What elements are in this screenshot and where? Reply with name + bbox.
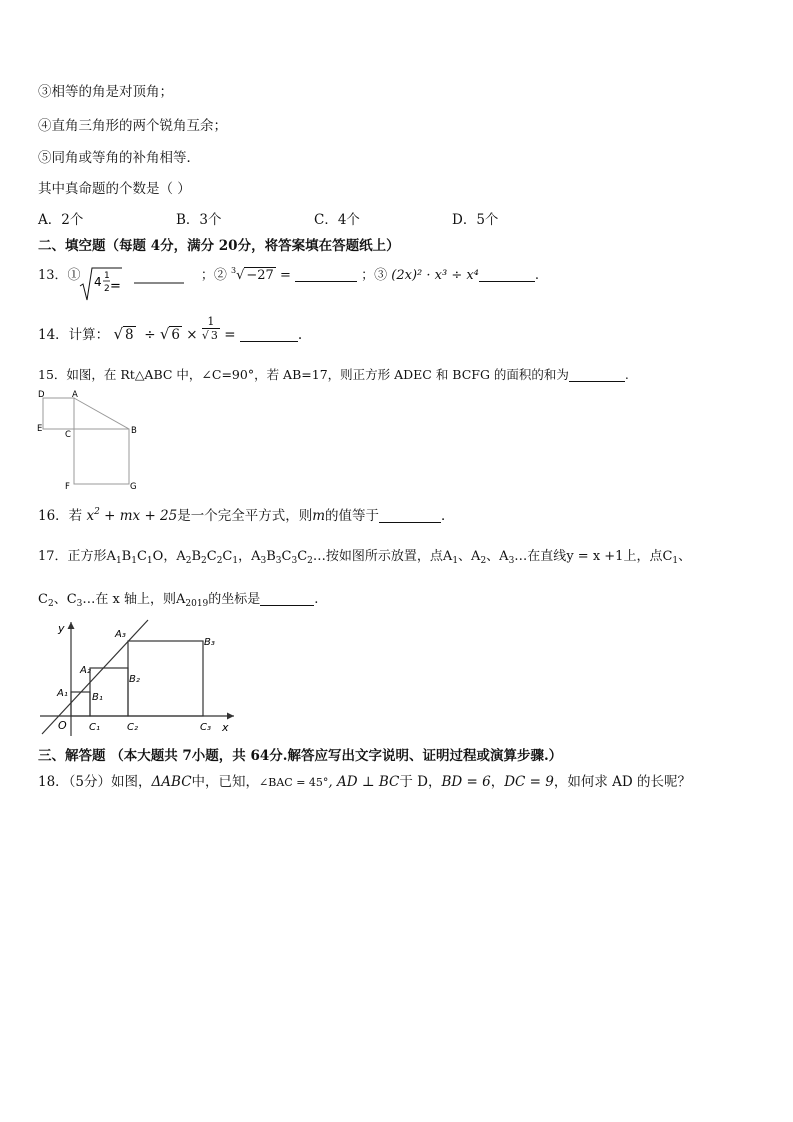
section-3-heading: 三、解答题 （本大题共 7小题，共 64分.解答应写出文字说明、证明过程或演算步骤.） bbox=[38, 748, 563, 764]
q18-prefix: 18．（5分）如图， bbox=[38, 774, 152, 790]
q13-number: 13． bbox=[38, 268, 68, 283]
q17-label-c1: C₁ bbox=[89, 722, 100, 733]
q16-end: ． bbox=[441, 508, 455, 524]
option-a: A．2个 bbox=[38, 212, 84, 228]
question-17-line-1: 17．正方形$A_1B_1C_1O$，$A_2B_2C_2C_1$，$A_3B_3C_3C_2\dots$按如图所示放置，点$A_1$、$A_2$、$A_3\dots$在直线y = x +1上，点$C_1$、 bbox=[38, 549, 692, 566]
q17-label-c2: C₂ bbox=[127, 722, 138, 733]
q15-label-f: F bbox=[65, 482, 70, 491]
q17-label-b2: B₂ bbox=[129, 674, 140, 685]
q18-mid2: 于 D， bbox=[399, 774, 442, 790]
option-c: C．4个 bbox=[314, 212, 360, 228]
q13-part1-expression bbox=[78, 264, 188, 304]
q14-prefix: 14．计算： bbox=[38, 327, 110, 343]
q17-label-a3: A₃ bbox=[115, 629, 126, 640]
q17-label-c3: C₃ bbox=[200, 722, 211, 733]
question-15 bbox=[38, 365, 629, 383]
q13-part3-label: ；③ bbox=[361, 268, 388, 283]
question-text: 其中真命题的个数是（ ） bbox=[38, 181, 191, 197]
q18-angle: ∠BAC = 45° bbox=[259, 776, 329, 789]
question-14: 14．计算： √ 8 ÷ √ 6 × $\frac{1}{√ 3}$ = . bbox=[38, 314, 303, 343]
q15-label-a: A bbox=[72, 390, 78, 400]
q15-figure bbox=[36, 387, 146, 491]
q17-equation: y = x +1 bbox=[566, 549, 624, 564]
question-17-line-2: $C_2$、$C_3\dots$在 x 轴上，则$A_{2019}$的坐标是 . bbox=[38, 592, 319, 609]
q18-triangle: ΔABC bbox=[151, 774, 192, 790]
option-b: B．3个 bbox=[176, 212, 222, 228]
question-18: 18．（5分）如图，ΔABC中，已知，∠BAC = 45°, AD ⊥ BC于 D，BD = 6，DC = 9，如何求 AD 的长呢？ bbox=[38, 774, 691, 790]
q13-part2-expression: $^3$√ −27 = bbox=[231, 266, 295, 283]
q15-label-d: D bbox=[38, 390, 45, 400]
q15-label-g: G bbox=[130, 482, 137, 491]
q18-dc: DC = 9 bbox=[504, 774, 554, 790]
q17-label-b3: B₃ bbox=[204, 637, 215, 648]
q14-radicand-c: 3 bbox=[210, 328, 218, 342]
q17-xaxis: …在 x 轴上，则 bbox=[82, 592, 176, 607]
q17-label-x: x bbox=[222, 721, 229, 734]
statement-5: ⑤同角或等角的补角相等． bbox=[38, 150, 200, 166]
question-16: 16．若 $x^2$ + mx + 25是一个完全平方式，则m的值等于 ． bbox=[38, 507, 455, 524]
q16-suffix: 的值等于 bbox=[325, 508, 380, 524]
q18-mid: 中，已知， bbox=[191, 774, 260, 790]
q17-label-y: y bbox=[58, 622, 65, 635]
q17-figure bbox=[36, 618, 242, 740]
svg-text:2: 2 bbox=[104, 284, 110, 294]
q13-part2-label: ；② bbox=[200, 268, 227, 283]
q16-middle: 是一个完全平方式，则 bbox=[177, 508, 313, 524]
svg-text:1: 1 bbox=[104, 271, 110, 281]
q14-radicand-b: 6 bbox=[171, 327, 180, 343]
q13-part3-expression: (2x)² · x³ ÷ x⁴ bbox=[391, 268, 479, 283]
q13-part1-label: ① bbox=[67, 268, 81, 283]
q14-numerator: 1 bbox=[202, 316, 220, 329]
svg-text:4: 4 bbox=[94, 275, 102, 289]
section-2-heading: 二、填空题（每题 4分，满分 20分，将答案填在答题纸上） bbox=[38, 238, 400, 254]
question-13: 13．① 4 1 2 = ；② $^3$√ −27 = ；③ (2x)² · x³ ÷ x⁴ . bbox=[38, 264, 539, 283]
q17-line: …在直线 bbox=[514, 549, 567, 564]
option-d: D．5个 bbox=[452, 212, 499, 228]
statement-4: ④直角三角形的两个锐角互余； bbox=[38, 118, 227, 134]
q16-expression: $x^2$ + mx + 25 bbox=[86, 507, 178, 524]
statement-3: ③相等的角是对顶角； bbox=[38, 84, 173, 100]
q15-label-e: E bbox=[37, 424, 43, 434]
q17-prefix: 17．正方形 bbox=[38, 549, 107, 564]
q15-label-c: C bbox=[65, 430, 71, 440]
q17-label-a2: A₂ bbox=[80, 665, 91, 676]
q17-label-a1: A₁ bbox=[57, 688, 68, 699]
q17-after: 上，点 bbox=[623, 549, 663, 564]
q16-prefix: 16．若 bbox=[38, 508, 83, 524]
q15-end: . bbox=[624, 367, 629, 382]
q18-bd: BD = 6 bbox=[441, 774, 491, 790]
q14-radicand-a: 8 bbox=[125, 327, 134, 343]
q15-text: 15．如图，在 Rt△ABC 中，∠C=90°，若 AB=17，则正方形 ADEC 和 BCFG 的面积的和为 bbox=[38, 367, 569, 382]
q15-label-b: B bbox=[131, 426, 137, 436]
q17-end: . bbox=[314, 592, 319, 607]
q17-on-line: …按如图所示放置，点 bbox=[312, 549, 443, 564]
q18-perp: , AD ⊥ BC bbox=[328, 774, 400, 790]
q17-coord: 的坐标是 bbox=[208, 592, 261, 607]
q17-label-b1: B₁ bbox=[92, 692, 103, 703]
q18-end: ，如何求 AD 的长呢？ bbox=[553, 774, 691, 790]
svg-text:=: = bbox=[110, 279, 121, 294]
q17-label-o: O bbox=[58, 719, 67, 732]
